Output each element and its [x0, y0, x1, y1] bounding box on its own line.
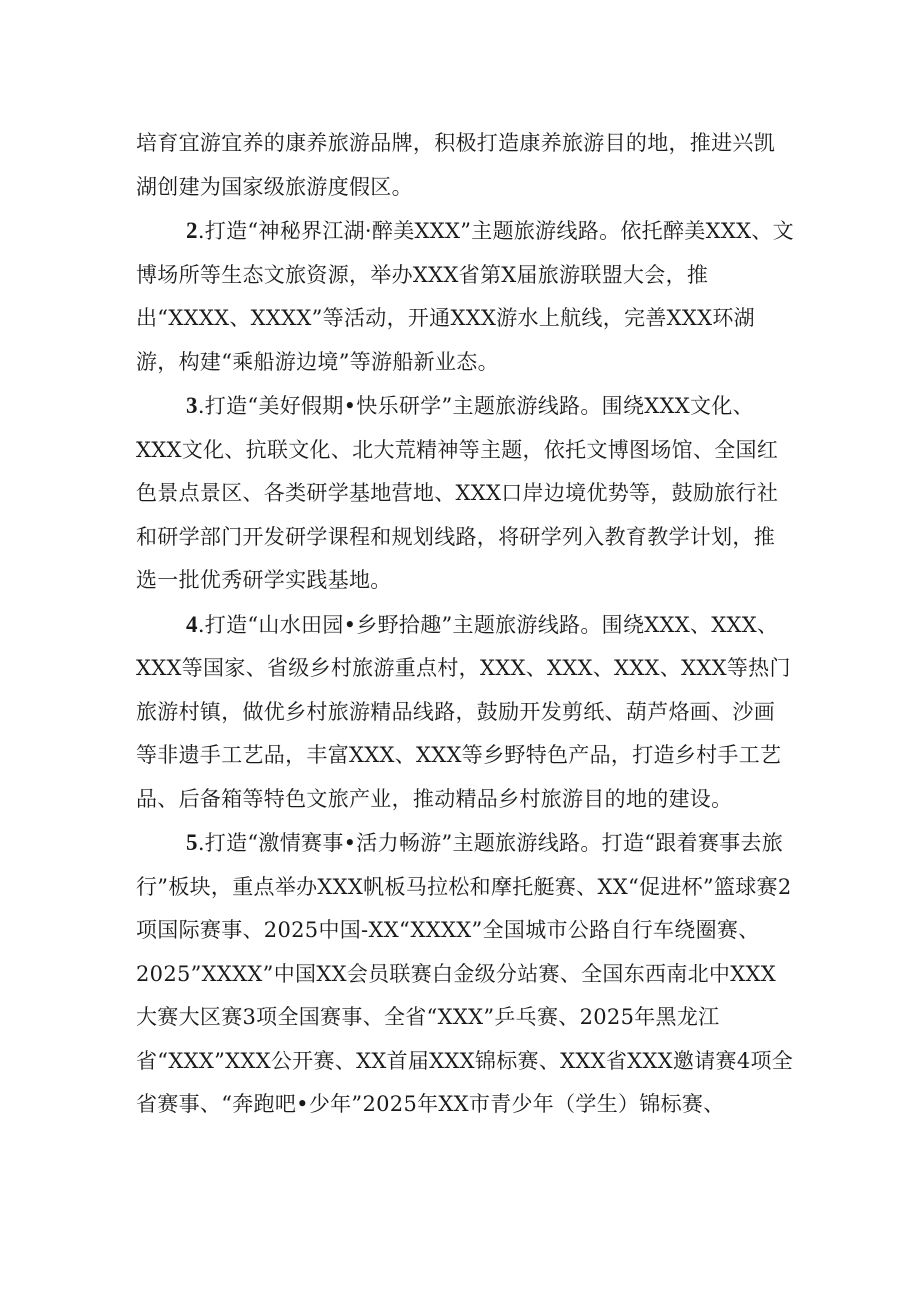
paragraph-3-number: 3: [186, 393, 198, 418]
paragraph-5-number: 5: [186, 830, 198, 855]
paragraph-5: [136, 821, 796, 1127]
paragraph-1-text: 培育宜游宜养的康养旅游品牌，积极打造康养旅游目的地，推进兴凯湖创建为国家级旅游度假区。: [136, 131, 775, 199]
paragraph-3: [136, 384, 796, 603]
paragraph-4-number: 4: [186, 611, 198, 637]
paragraph-5-text: .打造“激情赛事•活力畅游”主题旅游线路。打造“跟着赛事去旅行”板块，重点举办XXX帆板马拉松和摩托艇赛、XX“促进杯”篮球赛2项国际赛事、2025中国-XX“XXXX”全国城市公路自行车绕圈赛、2025”XXXX”中国XX会员联赛白金级分站赛、全国东西南北中XXX大赛大区赛3项全国赛事、全省“XXX”乒乓赛、2025年黑龙江省“XXX”XXX公开赛、XX首届XXX锦标赛、XXX省XXX邀请赛4项全省赛事、“奔跑吧•少年”2025年XX市青少年（学生）锦标赛、: [136, 831, 794, 1116]
paragraph-2: [136, 209, 796, 384]
document-body: [136, 122, 796, 1127]
paragraph-4-text: .打造“山水田园•乡野拾趣”主题旅游线路。围绕XXX、XXX、XXX等国家、省级乡村旅游重点村，XXX、XXX、XXX、XXX等热门旅游村镇，做优乡村旅游精品线路，鼓励开发剪纸、葫芦烙画、沙画等非遗手工艺品，丰富XXX、XXX等乡野特色产品，打造乡村手工艺品、后备箱等特色文旅产业，推动精品乡村旅游目的地的建设。: [136, 612, 791, 811]
paragraph-2-text: .打造“神秘界江湖·醉美XXX”主题旅游线路。依托醉美XXX、文博场所等生态文旅资源，举办XXX省第X届旅游联盟大会，推出“XXXX、XXXX”等活动，开通XXX游水上航线，完善XXX环湖游，构建“乘船游边境”等游船新业态。: [136, 219, 794, 374]
paragraph-3-text: .打造“美好假期•快乐研学”主题旅游线路。围绕XXX文化、XXX文化、抗联文化、北大荒精神等主题，依托文博图场馆、全国红色景点景区、各类研学基地营地、XXX口岸边境优势等，鼓励旅行社和研学部门开发研学课程和规划线路，将研学列入教育教学计划，推选一批优秀研学实践基地。: [136, 394, 779, 592]
paragraph-1: [136, 122, 796, 209]
paragraph-2-number: 2: [186, 218, 198, 243]
paragraph-4: [136, 603, 796, 822]
